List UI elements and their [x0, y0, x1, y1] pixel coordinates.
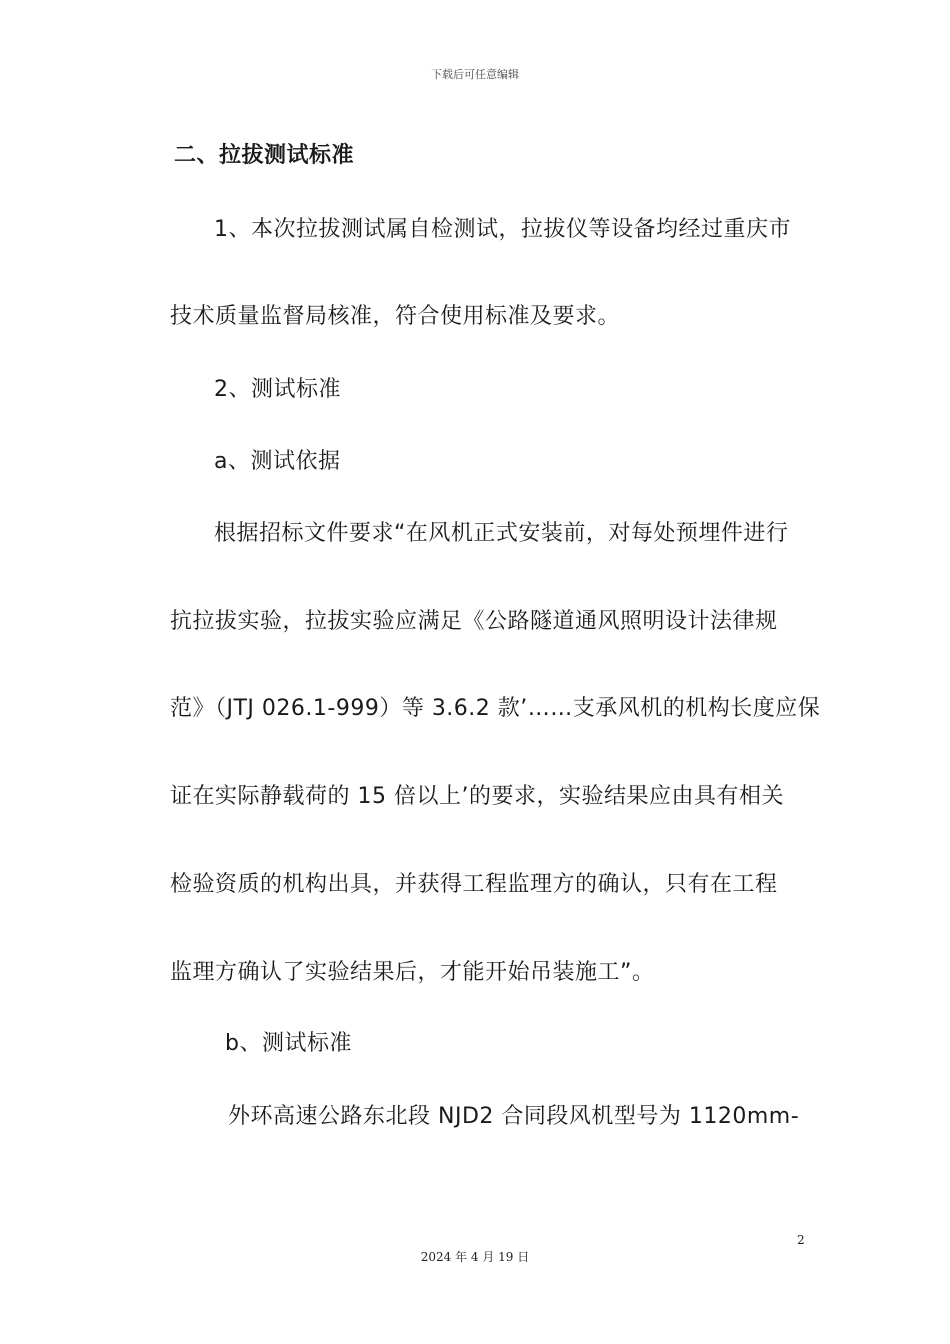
paragraph-line: 抗拉拔实验，拉拔实验应满足《公路隧道通风照明设计法律规	[170, 609, 778, 634]
page-header: 下载后可任意编辑	[431, 68, 519, 81]
paragraph-line: 检验资质的机构出具，并获得工程监理方的确认，只有在工程	[170, 872, 778, 897]
page-number: 2	[797, 1233, 805, 1247]
paragraph-line: 证在实际静载荷的 15 倍以上’的要求，实验结果应由具有相关	[170, 784, 784, 809]
paragraph-line: 技术质量监督局核准，符合使用标准及要求。	[170, 304, 621, 329]
paragraph-line: 范》（JTJ 026.1-999）等 3.6.2 款’……支承风机的机构长度应保	[170, 696, 821, 721]
footer-date: 2024 年 4 月 19 日	[420, 1250, 530, 1264]
subheading: 2、测试标准	[214, 377, 341, 402]
section-heading: 二、拉拔测试标准	[174, 143, 355, 168]
paragraph-line: 1、本次拉拔测试属自检测试，拉拔仪等设备均经过重庆市	[214, 217, 791, 242]
paragraph-line: 监理方确认了实验结果后，才能开始吊装施工”。	[170, 960, 655, 985]
paragraph-line: 外环高速公路东北段 NJD2 合同段风机型号为 1120mm-	[228, 1104, 800, 1129]
subheading: a、测试依据	[214, 449, 341, 474]
subheading: b、测试标准	[225, 1031, 352, 1056]
paragraph-line: 根据招标文件要求“在风机正式安装前，对每处预埋件进行	[214, 521, 789, 546]
